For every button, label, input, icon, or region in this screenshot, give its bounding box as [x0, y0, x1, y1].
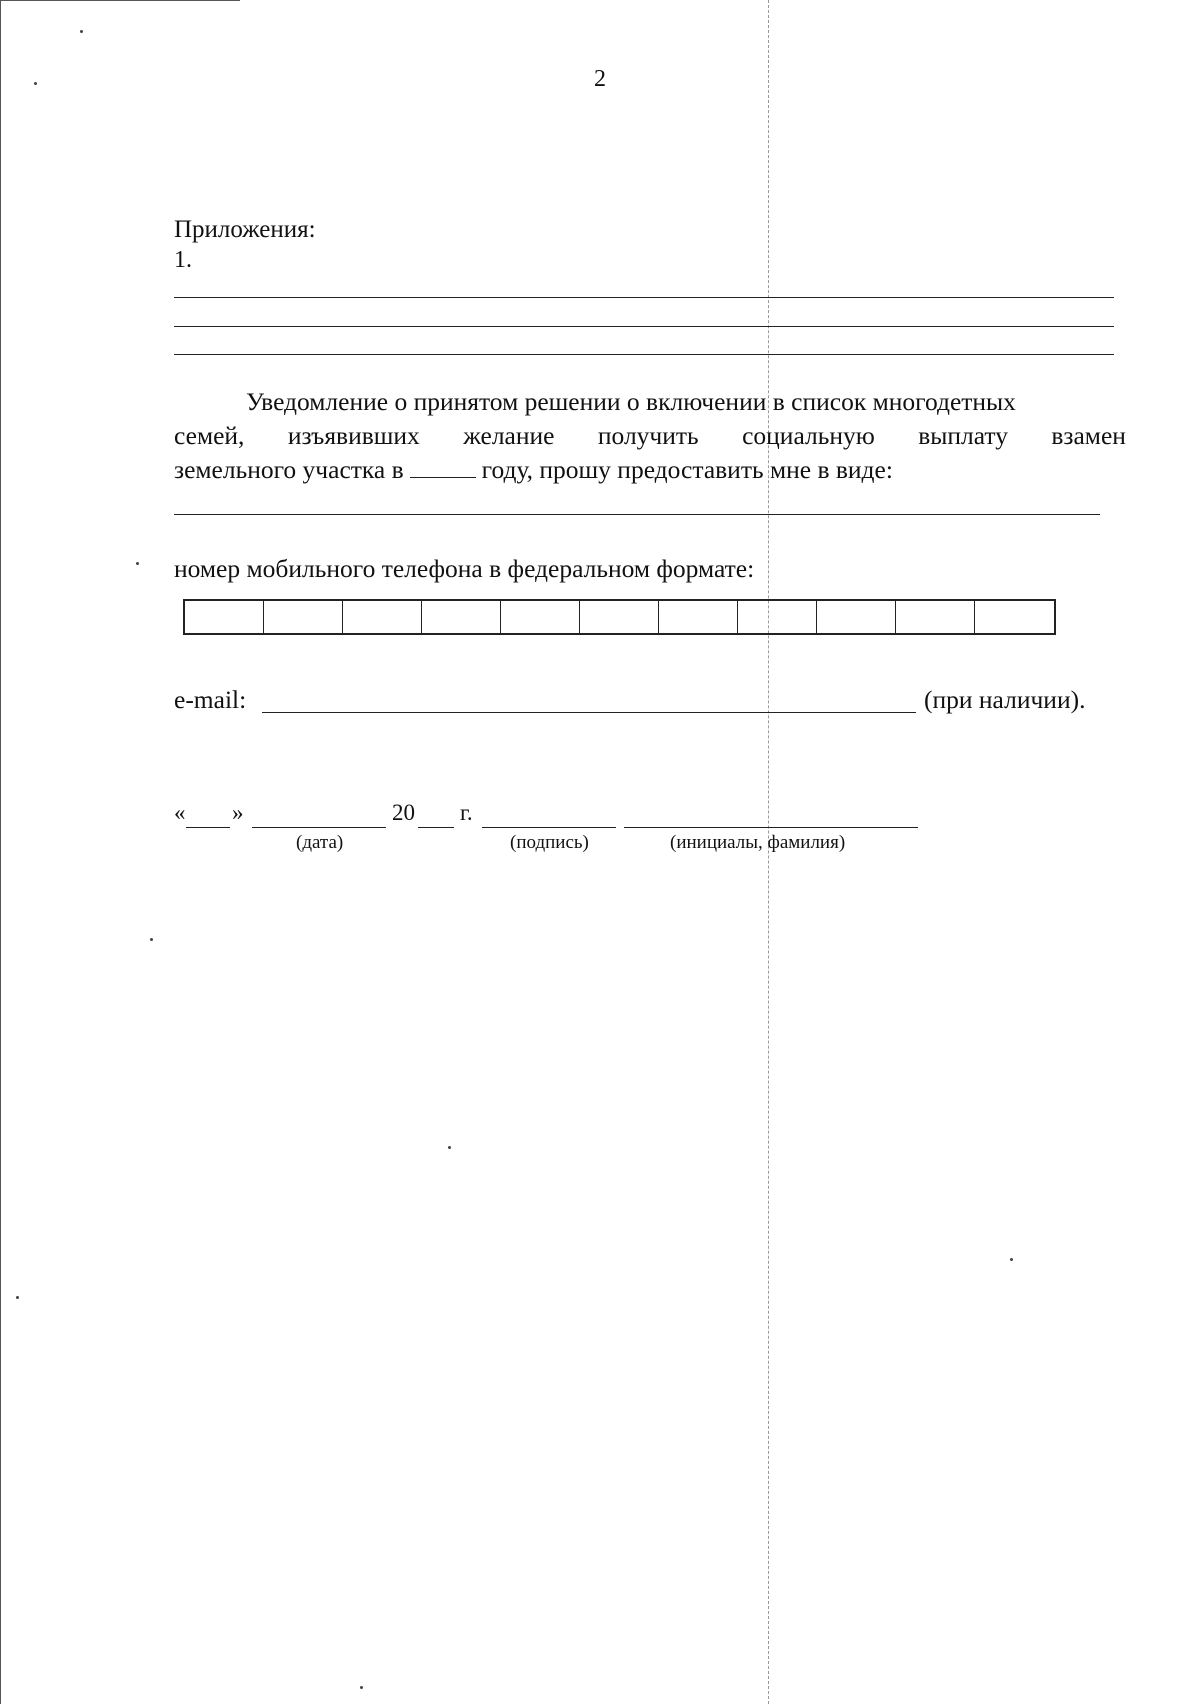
date-open-quote: «: [174, 800, 186, 825]
scan-edge-top: [0, 0, 240, 1]
date-close-quote: »: [232, 800, 244, 825]
signature-caption: (подпись): [510, 832, 589, 853]
scan-speck: [16, 1296, 19, 1299]
phone-digit-cell[interactable]: [659, 601, 738, 633]
email-field[interactable]: [262, 712, 916, 713]
phone-digit-cell[interactable]: [580, 601, 659, 633]
scan-speck: [136, 562, 139, 565]
month-field[interactable]: [252, 827, 386, 828]
signature-field[interactable]: [482, 827, 616, 828]
word: желание: [463, 421, 555, 450]
word: социальную: [742, 421, 875, 450]
day-field[interactable]: [186, 827, 230, 828]
notification-line-3-start: земельного участка в: [174, 455, 404, 484]
attachment-line-2[interactable]: [174, 326, 1114, 327]
name-caption: (инициалы, фамилия): [670, 832, 846, 853]
attachments-title: Приложения:: [174, 216, 316, 243]
attachment-line-3[interactable]: [174, 354, 1114, 355]
word: выплату: [918, 421, 1008, 450]
phone-digit-grid[interactable]: [183, 599, 1056, 635]
phone-digit-cell[interactable]: [738, 601, 817, 633]
year-blank[interactable]: [410, 453, 476, 478]
word: изъявивших: [287, 421, 420, 450]
scan-speck: [80, 30, 83, 33]
word: получить: [597, 421, 699, 450]
phone-digit-cell[interactable]: [896, 601, 975, 633]
phone-label: номер мобильного телефона в федеральном формате:: [174, 554, 755, 583]
scan-speck: [448, 1146, 451, 1149]
name-field[interactable]: [624, 827, 918, 828]
attachment-line-1[interactable]: [174, 297, 1114, 298]
phone-digit-cell[interactable]: [975, 601, 1054, 633]
phone-digit-cell[interactable]: [185, 601, 264, 633]
notification-line-3: [174, 453, 1126, 487]
notification-line-3-end: году, прошу предоставить мне в виде:: [481, 455, 893, 484]
notification-method-line[interactable]: [174, 514, 1100, 515]
phone-digit-cell[interactable]: [264, 601, 343, 633]
notification-paragraph: [174, 385, 1126, 487]
email-note: (при наличии).: [924, 685, 1086, 714]
date-caption: (дата): [296, 832, 344, 853]
scan-speck: [150, 938, 153, 941]
scan-speck: [34, 82, 37, 85]
page-number: 2: [594, 66, 606, 92]
year-field[interactable]: [418, 827, 454, 828]
phone-digit-cell[interactable]: [422, 601, 501, 633]
phone-digit-cell[interactable]: [817, 601, 896, 633]
word: взамен: [1051, 421, 1126, 450]
scan-speck: [360, 1686, 363, 1689]
email-label: e-mail:: [174, 685, 247, 714]
scan-speck: [1010, 1258, 1013, 1261]
phone-digit-cell[interactable]: [343, 601, 422, 633]
phone-digit-cell[interactable]: [501, 601, 580, 633]
year-suffix: г.: [460, 800, 473, 825]
word: семей,: [174, 421, 245, 450]
notification-line-1: Уведомление о принятом решении о включении в список многодетных: [246, 387, 1016, 416]
year-prefix: 20: [392, 800, 415, 825]
scan-edge-left: [0, 0, 1, 1704]
attachment-item-number: 1.: [174, 247, 192, 273]
notification-line-2: [174, 419, 1126, 453]
